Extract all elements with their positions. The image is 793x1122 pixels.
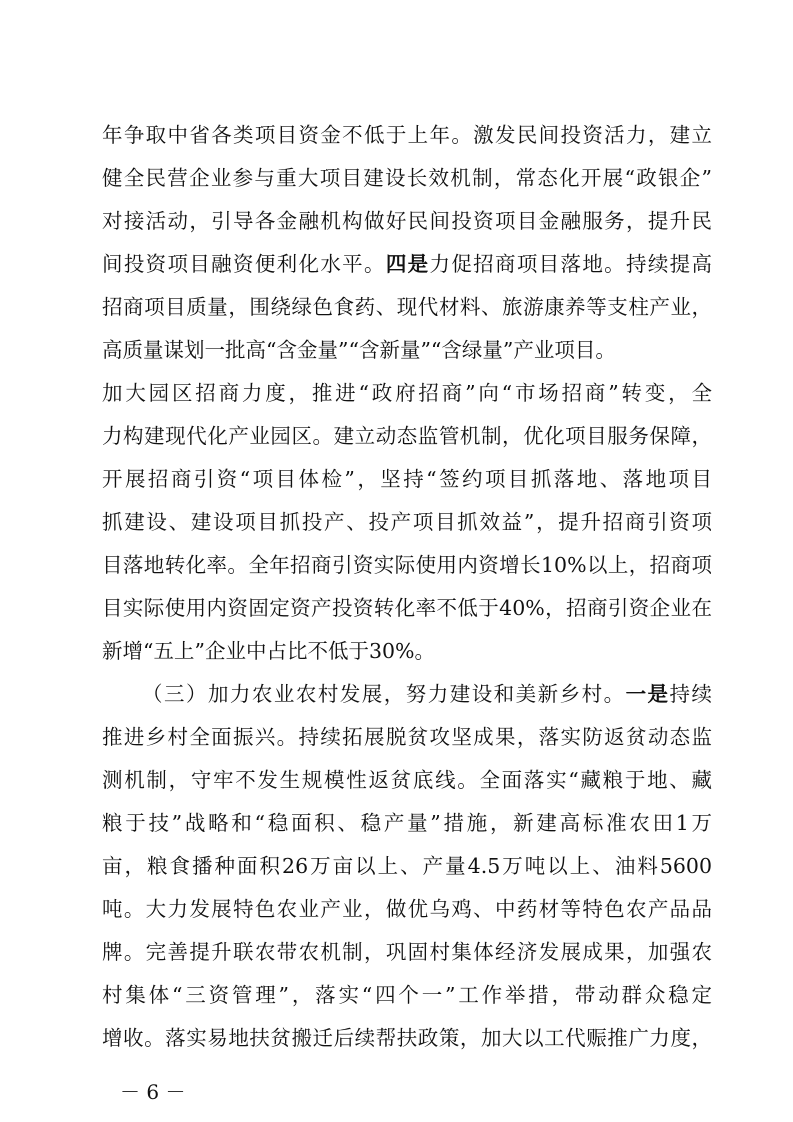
body-text-line: 目落地转化率。全年招商引资实际使用内资增长10%以上，招商项 <box>102 553 712 577</box>
body-text-line: 粮于技”战略和“稳面积、稳产量”措施，新建高标准农田1万 <box>102 811 712 835</box>
body-text-line: 推进乡村全面振兴。持续拓展脱贫攻坚成果，落实防返贫动态监 <box>102 725 712 749</box>
body-text-line: 增收。落实易地扶贫搬迁后续帮扶政策，加大以工代赈推广力度， <box>102 1026 712 1050</box>
page-number: － 6 － <box>120 1080 186 1104</box>
body-text-line: 目实际使用内资固定资产投资转化率不低于40%，招商引资企业在 <box>102 596 712 620</box>
body-text-line: 对接活动，引导各金融机构做好民间投资项目金融服务，提升民 <box>102 209 712 233</box>
emphasis-text: 四是 <box>385 252 430 276</box>
body-text-line: 新增“五上”企业中占比不低于30%。 <box>102 639 436 663</box>
body-text-line: 吨。大力发展特色农业产业，做优乌鸡、中药材等特色农产品品 <box>102 897 712 921</box>
body-text-line: 村集体“三资管理”，落实“四个一”工作举措，带动群众稳定 <box>102 983 712 1007</box>
body-text-line: 健全民营企业参与重大项目建设长效机制，常态化开展“政银企” <box>102 166 712 190</box>
body-text-line: 亩，粮食播种面积26万亩以上、产量4.5万吨以上、油料5600 <box>102 854 712 878</box>
body-text-line: 力构建现代化产业园区。建立动态监管机制，优化项目服务保障， <box>102 424 712 448</box>
body-text-line: 牌。完善提升联农带农机制，巩固村集体经济发展成果，加强农 <box>102 940 712 964</box>
body-text-line: 抓建设、建设项目抓投产、投产项目抓效益”，提升招商引资项 <box>102 510 712 534</box>
body-text-line: 招商项目质量，围绕绿色食药、现代材料、旅游康养等支柱产业， <box>102 295 712 319</box>
section-heading-line: （三）加力农业农村发展，努力建设和美新乡村。一是持续 <box>142 682 712 706</box>
body-text-line: 测机制，守牢不发生规模性返贫底线。全面落实“藏粮于地、藏 <box>102 768 712 792</box>
body-text-line: 年争取中省各类项目资金不低于上年。激发民间投资活力，建立 <box>102 123 712 147</box>
body-text-line: 高质量谋划一批高“含金量”“含新量”“含绿量”产业项目。 <box>102 338 616 362</box>
body-text-line: 开展招商引资“项目体检”，坚持“签约项目抓落地、落地项目 <box>102 467 712 491</box>
emphasis-text: 一是 <box>625 682 670 706</box>
body-text-line: 间投资项目融资便利化水平。四是力促招商项目落地。持续提高 <box>102 252 712 276</box>
body-text-line: 加大园区招商力度，推进“政府招商”向“市场招商”转变，全 <box>102 381 712 405</box>
